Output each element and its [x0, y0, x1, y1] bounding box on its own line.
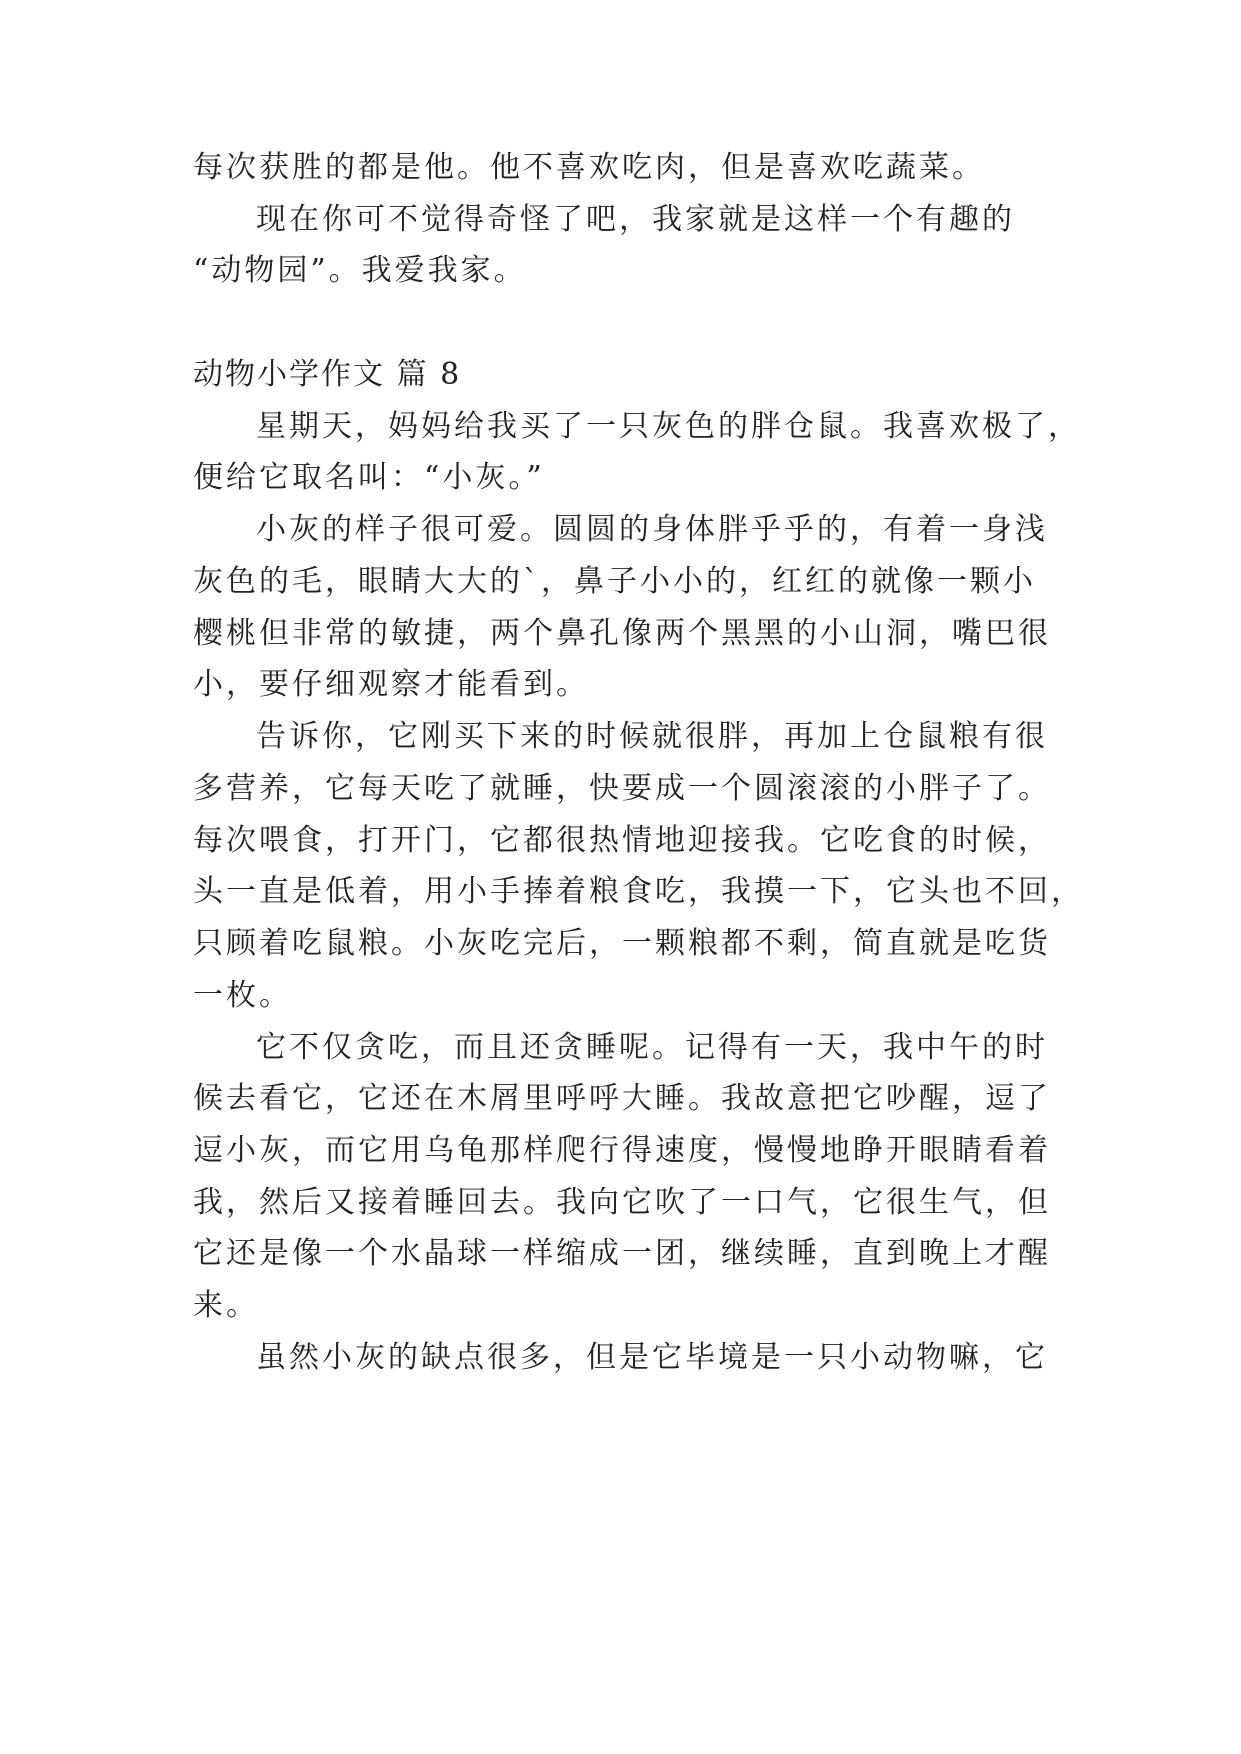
text-line: 现在你可不觉得奇怪了吧，我家就是这样一个有趣的 [256, 202, 1015, 237]
text-line: 星期天，妈妈给我买了一只灰色的胖仓鼠。我喜欢极了， [256, 409, 1081, 444]
text-line: 多营养，它每天吃了就睡，快要成一个圆滚滚的小胖子了。 [193, 771, 1051, 806]
text-line: 樱桃但非常的敏捷，两个鼻孔像两个黑黑的小山洞，嘴巴很 [193, 616, 1051, 651]
text-line: 小灰的样子很可爱。圆圆的身体胖乎乎的，有着一身浅 [256, 512, 1048, 547]
text-line: “动物园”。我爱我家。 [193, 253, 527, 288]
text-line: 灰色的毛，眼睛大大的`，鼻子小小的，红红的就像一颗小 [193, 564, 1036, 599]
text-line: 它还是像一个水晶球一样缩成一团，继续睡，直到晚上才醒 [193, 1236, 1051, 1271]
text-line: 只顾着吃鼠粮。小灰吃完后，一颗粮都不剩，简直就是吃货 [193, 926, 1051, 961]
text-line: 一枚。 [193, 978, 292, 1013]
text-line: 每次获胜的都是他。他不喜欢吃肉，但是喜欢吃蔬菜。 [193, 150, 985, 185]
text-line: 逗小灰，而它用乌龟那样爬行得速度，慢慢地睁开眼睛看着 [193, 1133, 1051, 1168]
section-heading: 动物小学作文 篇 8 [193, 357, 462, 392]
text-line: 我，然后又接着睡回去。我向它吹了一口气，它很生气，但 [193, 1185, 1051, 1220]
text-line: 它不仅贪吃，而且还贪睡呢。记得有一天，我中午的时 [256, 1030, 1048, 1065]
text-line: 来。 [193, 1288, 259, 1323]
text-line: 每次喂食，打开门，它都很热情地迎接我。它吃食的时候， [193, 823, 1051, 858]
text-line: 候去看它，它还在木屑里呼呼大睡。我故意把它吵醒，逗了 [193, 1081, 1051, 1116]
text-line: 头一直是低着，用小手捧着粮食吃，我摸一下，它头也不回， [193, 874, 1084, 909]
text-line: 便给它取名叫：“小灰。” [193, 460, 545, 495]
text-line: 小，要仔细观察才能看到。 [193, 667, 589, 702]
text-line: 告诉你，它刚买下来的时候就很胖，再加上仓鼠粮有很 [256, 719, 1048, 754]
text-line: 虽然小灰的缺点很多，但是它毕境是一只小动物嘛，它 [256, 1340, 1048, 1375]
